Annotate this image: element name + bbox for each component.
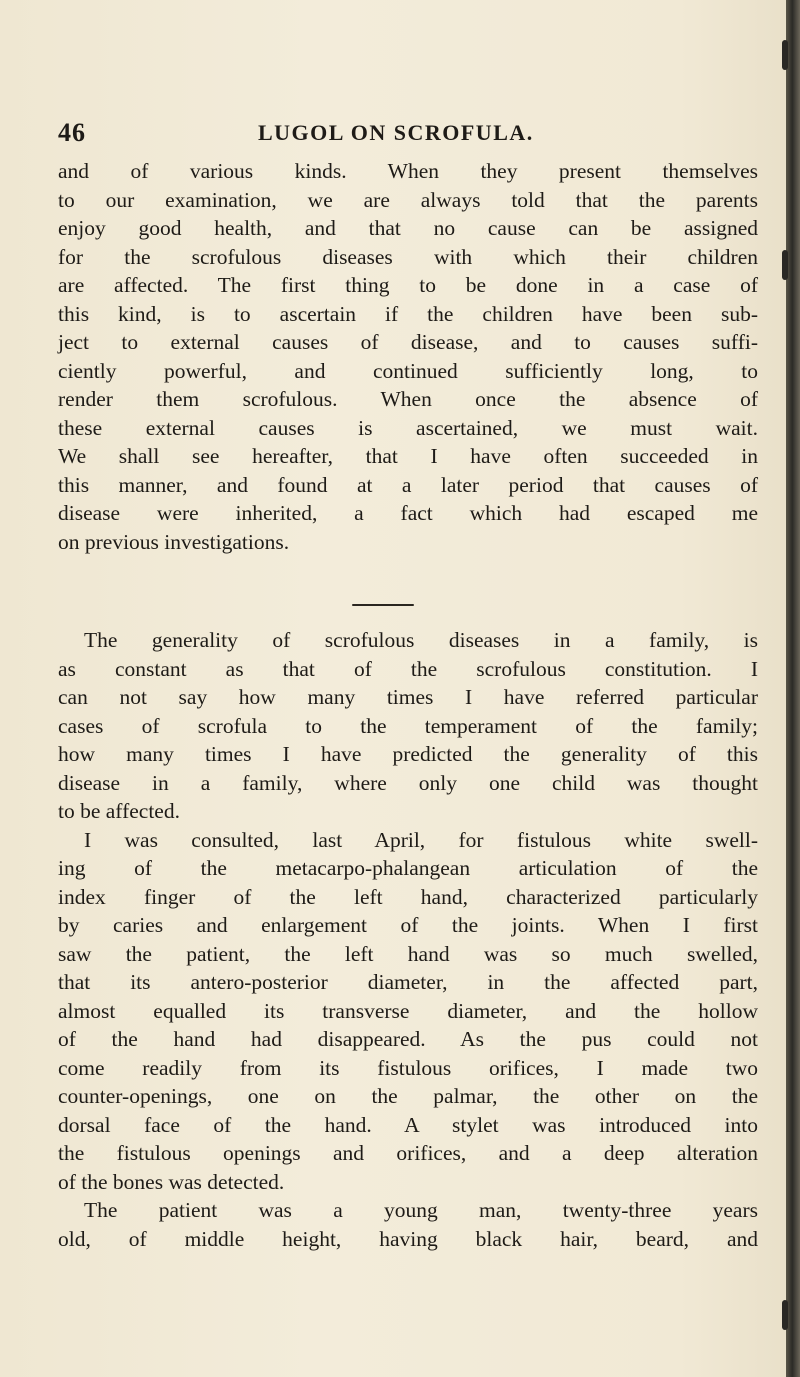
page-edge-mark bbox=[782, 1300, 788, 1330]
paragraph-1 bbox=[58, 157, 758, 556]
text-line: disease in a family, where only one child was thought bbox=[58, 770, 758, 795]
text-line: index finger of the left hand, characterized particularly bbox=[58, 884, 758, 909]
page-edge-mark bbox=[782, 40, 788, 70]
page-number: 46 bbox=[58, 118, 86, 147]
page-edge-mark bbox=[782, 250, 788, 280]
text-line: render them scrofulous. When once the absence of bbox=[58, 387, 758, 411]
text-line: of the bones was detected. bbox=[58, 1169, 285, 1194]
text-line: almost equalled its transverse diameter, and the hollow bbox=[58, 998, 758, 1023]
text-line: to be affected. bbox=[58, 799, 180, 823]
text-line: how many times I have predicted the generality of this bbox=[58, 742, 758, 766]
text-line: ciently powerful, and continued sufficiently long, to bbox=[58, 358, 758, 383]
text-line: are affected. The first thing to be done in a case of bbox=[58, 273, 758, 297]
text-line: to our examination, we are always told that the parents bbox=[58, 187, 758, 212]
text-line: The patient was a young man, twenty-three years bbox=[84, 1198, 758, 1222]
text-line: cases of scrofula to the temperament of the family; bbox=[58, 713, 758, 738]
page-header bbox=[58, 118, 758, 148]
text-line: this kind, is to ascertain if the children have been sub- bbox=[58, 301, 758, 326]
text-line: can not say how many times I have referred particular bbox=[58, 685, 758, 709]
text-line: dorsal face of the hand. A stylet was introduced into bbox=[58, 1112, 758, 1137]
text-line: We shall see hereafter, that I have often succeeded in bbox=[58, 444, 758, 468]
text-line: ject to external causes of disease, and to causes suffi- bbox=[58, 330, 758, 354]
text-line: counter-openings, one on the palmar, the other on the bbox=[58, 1084, 758, 1108]
text-line: I was consulted, last April, for fistulous white swell- bbox=[84, 827, 758, 852]
section-divider bbox=[352, 604, 414, 606]
text-line: these external causes is ascertained, we must wait. bbox=[58, 415, 758, 440]
text-line: enjoy good health, and that no cause can be assigned bbox=[58, 216, 758, 240]
text-line: by caries and enlargement of the joints. When I first bbox=[58, 913, 758, 937]
text-line: of the hand had disappeared. As the pus could not bbox=[58, 1027, 758, 1051]
paragraph-3 bbox=[58, 826, 758, 1197]
text-line: for the scrofulous diseases with which their children bbox=[58, 244, 758, 269]
text-line: as constant as that of the scrofulous constitution. I bbox=[58, 656, 758, 681]
text-line: ing of the metacarpo-phalangean articulation of the bbox=[58, 856, 758, 880]
paragraph-2 bbox=[58, 626, 758, 826]
text-line: and of various kinds. When they present themselves bbox=[58, 159, 758, 183]
paragraph-4 bbox=[58, 1196, 758, 1253]
text-line: old, of middle height, having black hair, beard, and bbox=[58, 1226, 758, 1251]
text-line: this manner, and found at a later period that causes of bbox=[58, 472, 758, 497]
running-title: LUGOL ON SCROFULA. bbox=[258, 120, 534, 145]
text-line: disease were inherited, a fact which had escaped me bbox=[58, 501, 758, 525]
body-continued bbox=[58, 626, 758, 1253]
text-line: The generality of scrofulous diseases in a family, is bbox=[84, 628, 758, 652]
text-line: saw the patient, the left hand was so much swelled, bbox=[58, 941, 758, 966]
text-line: that its antero-posterior diameter, in the affected part, bbox=[58, 970, 758, 994]
book-spine-edge bbox=[786, 0, 800, 1377]
text-line: the fistulous openings and orifices, and a deep alteration bbox=[58, 1141, 758, 1165]
text-line: on previous investigations. bbox=[58, 529, 290, 554]
text-line: come readily from its fistulous orifices, I made two bbox=[58, 1055, 758, 1080]
